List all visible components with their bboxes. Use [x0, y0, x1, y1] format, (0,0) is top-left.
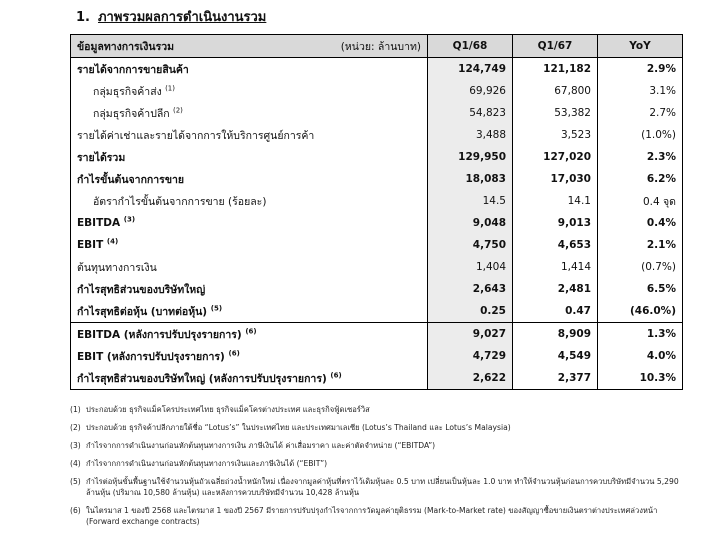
- row-note-ref: (1): [165, 84, 175, 92]
- row-note-ref: (5): [210, 304, 223, 312]
- value-q1-67: 4,549: [513, 345, 598, 367]
- row-label: รายได้ค่าเช่าและรายได้จากการให้บริการศูนย์การค้า: [77, 129, 315, 142]
- footnotes: [70, 404, 690, 534]
- value-yoy: 6.2%: [598, 168, 683, 190]
- value-q1-68: 4,750: [428, 234, 513, 256]
- row-note-ref: (6): [330, 371, 342, 379]
- value-q1-68: 14.5: [428, 190, 513, 212]
- row-label-cell: [71, 234, 428, 256]
- row-label: กลุ่มธุรกิจค้าส่ง: [93, 85, 162, 98]
- value-yoy: (46.0%): [598, 300, 683, 323]
- row-label-cell: [71, 58, 428, 81]
- footnote-text: ประกอบด้วย ธุรกิจแม็คโครประเทศไทย ธุรกิจแม็คโครต่างประเทศ และธุรกิจฟู้ดเซอร์วิส: [86, 405, 370, 414]
- value-yoy: 2.1%: [598, 234, 683, 256]
- row-label-cell: [71, 212, 428, 234]
- table-row: [71, 102, 683, 124]
- footnote-item: [70, 505, 690, 527]
- row-label: ต้นทุนทางการเงิน: [77, 261, 157, 274]
- table-row: [71, 168, 683, 190]
- footnote-item: [70, 422, 690, 433]
- row-label-cell: [71, 256, 428, 278]
- value-yoy: (0.7%): [598, 256, 683, 278]
- value-q1-67: 0.47: [513, 300, 598, 323]
- value-q1-68: 9,048: [428, 212, 513, 234]
- section-title: ภาพรวมผลการดำเนินงานรวม: [97, 10, 267, 25]
- value-q1-67: 121,182: [513, 58, 598, 81]
- row-label-cell: [71, 278, 428, 300]
- value-q1-67: 127,020: [513, 146, 598, 168]
- header-q1-68: Q1/68: [428, 35, 513, 58]
- value-yoy: 3.1%: [598, 80, 683, 102]
- value-q1-68: 124,749: [428, 58, 513, 81]
- section-number: 1.: [76, 10, 90, 25]
- table-header-row: [71, 35, 683, 58]
- footnote-item: [70, 440, 690, 451]
- table-row: [71, 323, 683, 346]
- table-row: [71, 278, 683, 300]
- value-q1-68: 3,488: [428, 124, 513, 146]
- value-yoy: 6.5%: [598, 278, 683, 300]
- footnote-number: (3): [70, 441, 81, 450]
- table-row: [71, 190, 683, 212]
- row-label: กลุ่มธุรกิจค้าปลีก: [93, 107, 170, 120]
- value-q1-67: 14.1: [513, 190, 598, 212]
- value-q1-67: 4,653: [513, 234, 598, 256]
- row-note-ref: (4): [106, 237, 119, 246]
- row-label-cell: [71, 124, 428, 146]
- value-q1-68: 69,926: [428, 80, 513, 102]
- footnote-text: กำไรจากการดำเนินงานก่อนหักต้นทุนทางการเงิน ภาษีเงินได้ ค่าเสื่อมราคา และค่าตัดจำหน่าย (“EBITDA”): [86, 441, 436, 450]
- row-label: อัตรากำไรขั้นต้นจากการขาย (ร้อยละ): [93, 195, 267, 208]
- row-label-cell: [71, 168, 428, 190]
- row-label-cell: [71, 323, 428, 346]
- value-q1-67: 2,481: [513, 278, 598, 300]
- footnote-text: ประกอบด้วย ธุรกิจค้าปลีกภายใต้ชื่อ “Lotus’s” ในประเทศไทย และประเทศมาเลเซีย (Lotus’s Thailand และ Lotus’s Malaysia): [86, 423, 511, 432]
- table-row: [71, 146, 683, 168]
- value-q1-67: 9,013: [513, 212, 598, 234]
- footnote-item: [70, 458, 690, 469]
- row-label: รายได้รวม: [77, 151, 126, 164]
- value-q1-67: 3,523: [513, 124, 598, 146]
- row-label-cell: [71, 146, 428, 168]
- financial-summary-table: [70, 34, 683, 390]
- header-unit: (หน่วย: ล้านบาท): [340, 40, 421, 53]
- value-q1-68: 18,083: [428, 168, 513, 190]
- value-yoy: 4.0%: [598, 345, 683, 367]
- footnote-item: [70, 476, 690, 498]
- row-note-ref: (2): [173, 106, 183, 114]
- row-label-cell: [71, 367, 428, 390]
- row-label: กำไรสุทธิต่อหุ้น (บาทต่อหุ้น): [77, 305, 208, 318]
- value-yoy: 2.7%: [598, 102, 683, 124]
- table-row: [71, 80, 683, 102]
- value-yoy: 0.4%: [598, 212, 683, 234]
- table-row: [71, 234, 683, 256]
- table-row: [71, 256, 683, 278]
- header-q1-67: Q1/67: [513, 35, 598, 58]
- section-heading: [76, 6, 266, 27]
- table-row: [71, 124, 683, 146]
- value-q1-67: 17,030: [513, 168, 598, 190]
- value-q1-68: 0.25: [428, 300, 513, 323]
- value-yoy: 1.3%: [598, 323, 683, 346]
- footnote-number: (5): [70, 477, 81, 486]
- value-q1-68: 2,622: [428, 367, 513, 390]
- row-label-cell: [71, 80, 428, 102]
- row-label: EBIT: [77, 239, 104, 251]
- row-note-ref: (6): [245, 327, 257, 335]
- value-q1-67: 67,800: [513, 80, 598, 102]
- row-note-ref: (3): [123, 215, 136, 224]
- value-q1-67: 8,909: [513, 323, 598, 346]
- value-q1-68: 129,950: [428, 146, 513, 168]
- row-label-cell: [71, 345, 428, 367]
- table-row: [71, 212, 683, 234]
- row-note-ref: (6): [228, 349, 240, 357]
- table-row: [71, 367, 683, 390]
- footnote-item: [70, 404, 690, 415]
- row-label: EBIT (หลังการปรับปรุงรายการ): [77, 350, 225, 363]
- row-label: กำไรสุทธิส่วนของบริษัทใหญ่ (หลังการปรับปรุงรายการ): [77, 372, 327, 385]
- header-yoy: YoY: [598, 35, 683, 58]
- value-q1-68: 2,643: [428, 278, 513, 300]
- footnote-number: (1): [70, 405, 81, 414]
- row-label: EBITDA (หลังการปรับปรุงรายการ): [77, 328, 242, 341]
- header-label: ข้อมูลทางการเงินรวม: [77, 40, 175, 53]
- footnote-text: กำไรจากการดำเนินงานก่อนหักต้นทุนทางการเงินและภาษีเงินได้ (“EBIT”): [86, 459, 328, 468]
- value-q1-67: 53,382: [513, 102, 598, 124]
- header-label-cell: [71, 35, 428, 58]
- table-row: [71, 300, 683, 323]
- value-q1-68: 54,823: [428, 102, 513, 124]
- value-yoy: 2.3%: [598, 146, 683, 168]
- value-q1-68: 1,404: [428, 256, 513, 278]
- footnote-number: (4): [70, 459, 81, 468]
- value-q1-68: 9,027: [428, 323, 513, 346]
- row-label: รายได้จากการขายสินค้า: [77, 63, 189, 76]
- value-q1-68: 4,729: [428, 345, 513, 367]
- table-row: [71, 345, 683, 367]
- row-label: EBITDA: [77, 217, 121, 229]
- row-label: กำไรสุทธิส่วนของบริษัทใหญ่: [77, 283, 206, 296]
- value-yoy: 2.9%: [598, 58, 683, 81]
- footnote-text: กำไรต่อหุ้นขั้นพื้นฐานใช้จำนวนหุ้นถัวเฉลี่ยถ่วงน้ำหนักใหม่ เนื่องจากมูลค่าหุ้นที่ตราไว้เดิมหุ้นละ 0.5 บาท เปลี่ยนเป็นหุ้นละ 1.0 บาท ทำให้จำนวนหุ้นก่อนการควบบริษัทมีจำนวน 5,290 ล้านหุ้น (ปริมาณ 10,580 ล้านหุ้น) และหลังการควบบริษัทมีจำนวน 10,428 ล้านหุ้น: [86, 477, 679, 497]
- row-label-cell: [71, 190, 428, 212]
- footnote-number: (2): [70, 423, 81, 432]
- value-yoy: (1.0%): [598, 124, 683, 146]
- value-yoy: 10.3%: [598, 367, 683, 390]
- row-label: กำไรขั้นต้นจากการขาย: [77, 173, 185, 186]
- footnote-text: ในไตรมาส 1 ของปี 2568 และไตรมาส 1 ของปี 2567 มีรายการปรับปรุงกำไรจากการวัดมูลค่ายุติธรรม (Mark-to-Market rate) ของสัญญาซื้อขายเงินตราต่างประเทศล่วงหน้า (Forward exchange contracts): [86, 506, 658, 526]
- row-label-cell: [71, 300, 428, 323]
- footnote-number: (6): [70, 506, 81, 515]
- table-row: [71, 58, 683, 81]
- value-yoy: 0.4 จุด: [598, 190, 683, 212]
- value-q1-67: 1,414: [513, 256, 598, 278]
- row-label-cell: [71, 102, 428, 124]
- value-q1-67: 2,377: [513, 367, 598, 390]
